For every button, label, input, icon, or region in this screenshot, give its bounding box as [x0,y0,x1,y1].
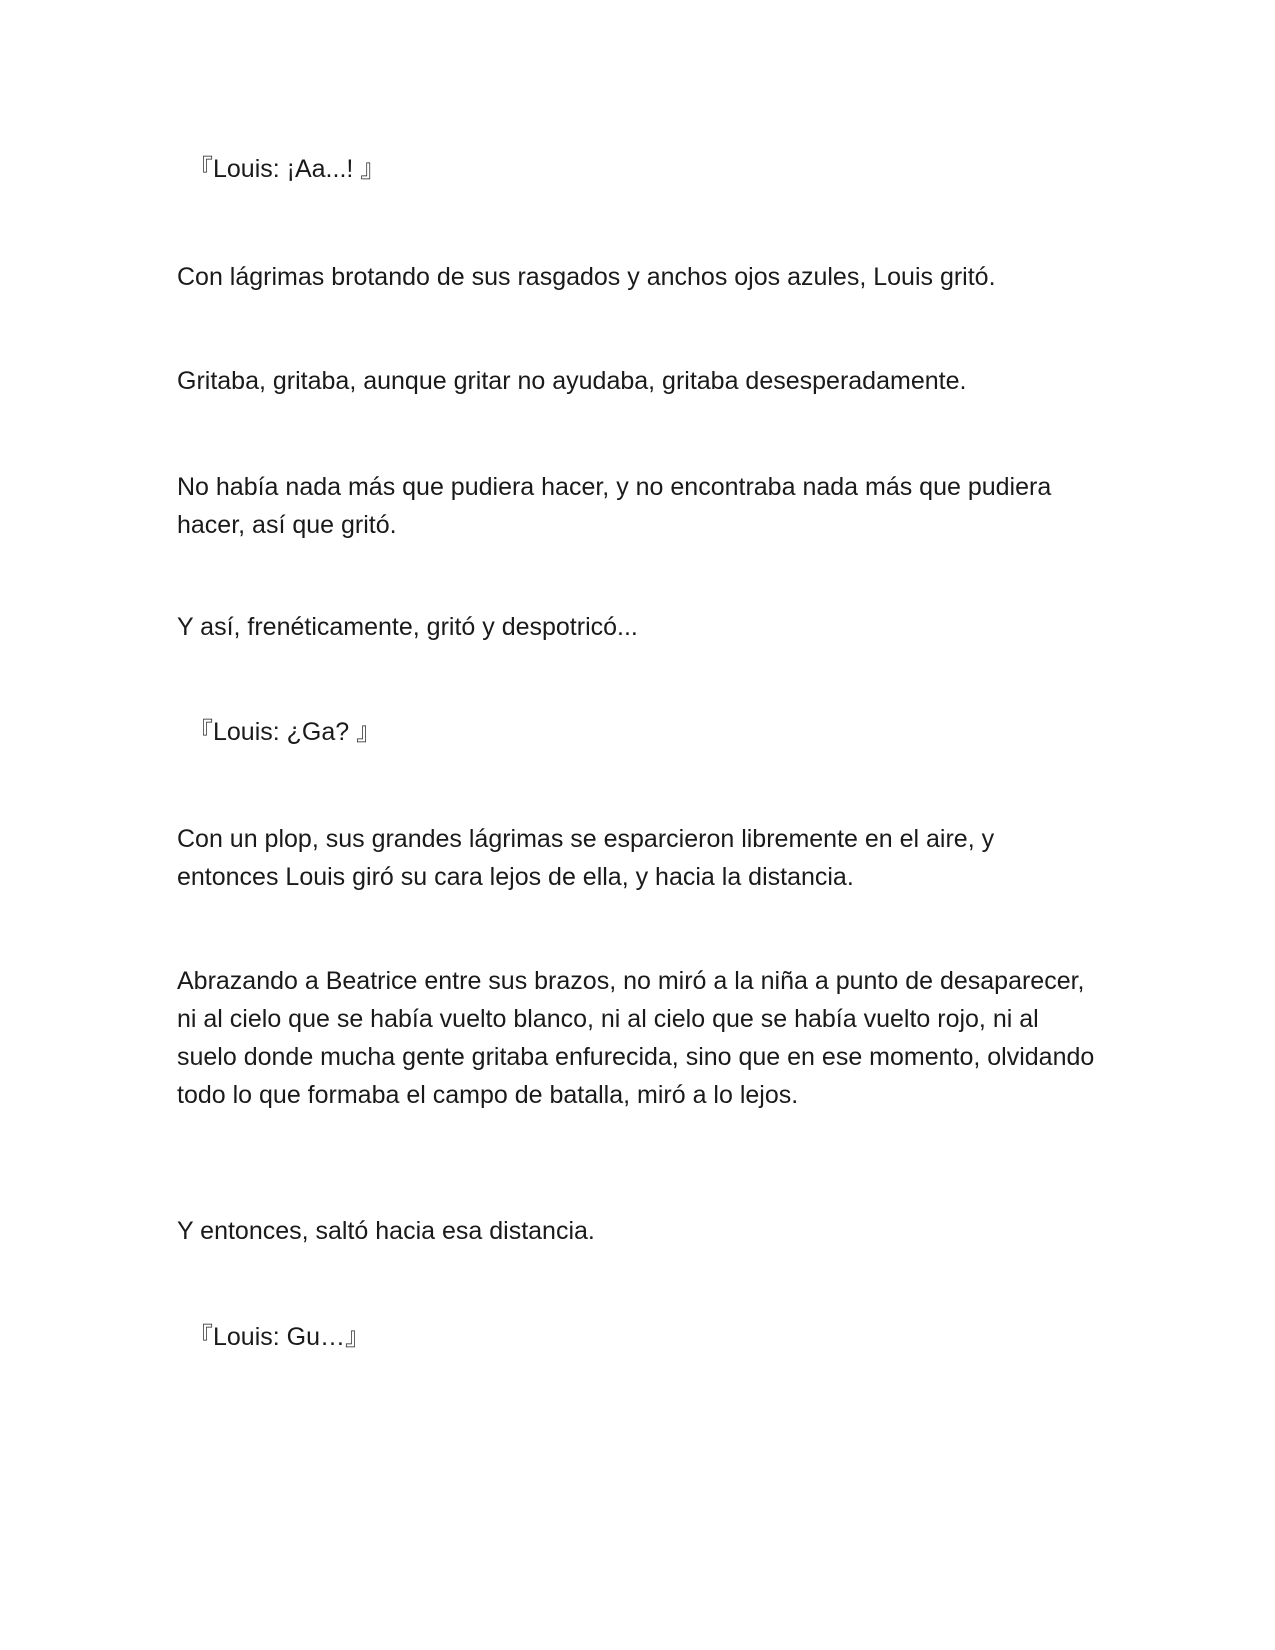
dialogue-line: 『Louis: ¿Ga? 』 [188,718,382,746]
paragraph: Gritaba, gritaba, aunque gritar no ayudaba, gritaba desesperadamente. [177,367,967,395]
paragraph: Con un plop, sus grandes lágrimas se esparcieron libremente en el aire, y entonces Louis giró su cara lejos de ella, y hacia la distancia. [177,825,995,891]
paragraph: Y así, frenéticamente, gritó y despotricó... [177,613,638,641]
paragraph: No había nada más que pudiera hacer, y no encontraba nada más que pudiera hacer, así que gritó. [177,473,1052,539]
paragraph: Con lágrimas brotando de sus rasgados y anchos ojos azules, Louis gritó. [177,263,996,291]
dialogue-line: 『Louis: Gu…』 [188,1323,371,1351]
paragraph: Y entonces, saltó hacia esa distancia. [177,1217,595,1245]
paragraph: Abrazando a Beatrice entre sus brazos, no miró a la niña a punto de desaparecer, ni al cielo que se había vuelto blanco, ni al cielo que se había vuelto rojo, ni al suelo donde mucha gente gritaba enfurecida, sino que en ese momento, olvidando todo lo que formaba el campo de batalla, miró a lo lejos. [177,967,1095,1109]
dialogue-line: 『Louis: ¡Aa...! 』 [188,155,386,183]
